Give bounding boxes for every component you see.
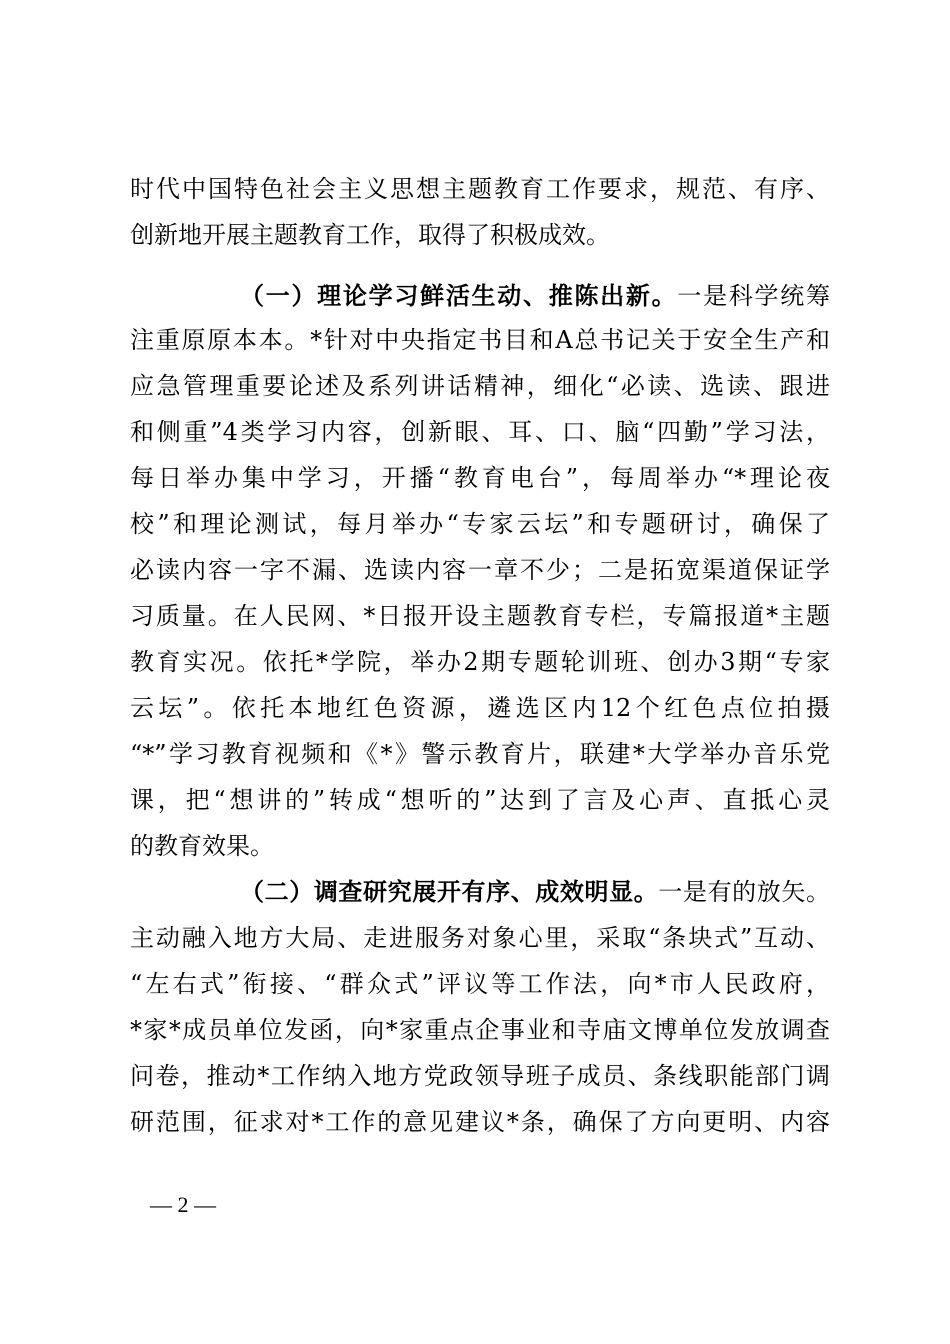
paragraph-line: 课，把“想讲的”转成“想听的”达到了言及心声、直抵心灵 [130,786,830,814]
paragraph-line: 每日举办集中学习，开播“教育电台”，每周举办“*理论夜 [130,464,830,492]
section-1-lead: 一是科学统筹 [677,282,831,310]
section-2-first-line [240,877,830,907]
paragraph-line: 问卷，推动*工作纳入地方党政领导班子成员、条线职能部门调 [130,1062,830,1090]
paragraph-line: *家*成员单位发函，向*家重点企事业和寺庙文博单位发放调查 [130,1016,830,1044]
paragraph-line: 云坛”。依托本地红色资源，遴选区内12个红色点位拍摄 [130,694,830,722]
paragraph-line: 研范围，征求对*工作的意见建议*条，确保了方向更明、内容 [130,1108,830,1136]
paragraph-line: 时代中国特色社会主义思想主题教育工作要求，规范、有序、 [130,175,830,203]
paragraph-line: 习质量。在人民网、*日报开设主题教育专栏，专篇报道*主题 [130,602,830,630]
paragraph-line: 创新地开展主题教育工作，取得了积极成效。 [130,221,610,249]
section-1-first-line [240,281,830,311]
paragraph-line: 主动融入地方大局、走进服务对象心里，采取“条块式”互动、 [130,924,830,952]
paragraph-line: 应急管理重要论述及系列讲话精神，细化“必读、选读、跟进 [130,372,830,400]
page-number: — 2 — [150,1192,216,1217]
section-1-heading: （一）理论学习鲜活生动、推陈出新。 [240,281,678,310]
section-2-lead: 一是有的放矢。 [658,878,831,906]
paragraph-line: 的教育效果。 [130,832,274,860]
paragraph-line: “*”学习教育视频和《*》警示教育片，联建*大学举办音乐党 [130,740,830,768]
paragraph-line: “左右式”衔接、“群众式”评议等工作法，向*市人民政府， [130,970,830,998]
paragraph-line: 注重原原本本。*针对中央指定书目和A总书记关于安全生产和 [130,326,830,354]
paragraph-line: 必读内容一字不漏、选读内容一章不少；二是拓宽渠道保证学 [130,556,830,584]
paragraph-line: 校”和理论测试，每月举办“专家云坛”和专题研讨，确保了 [130,510,830,538]
paragraph-line: 和侧重”4类学习内容，创新眼、耳、口、脑“四勤”学习法， [130,418,830,446]
paragraph-line: 教育实况。依托*学院，举办2期专题轮训班、创办3期“专家 [130,648,830,676]
section-2-heading: （二）调查研究展开有序、成效明显。 [240,877,659,906]
